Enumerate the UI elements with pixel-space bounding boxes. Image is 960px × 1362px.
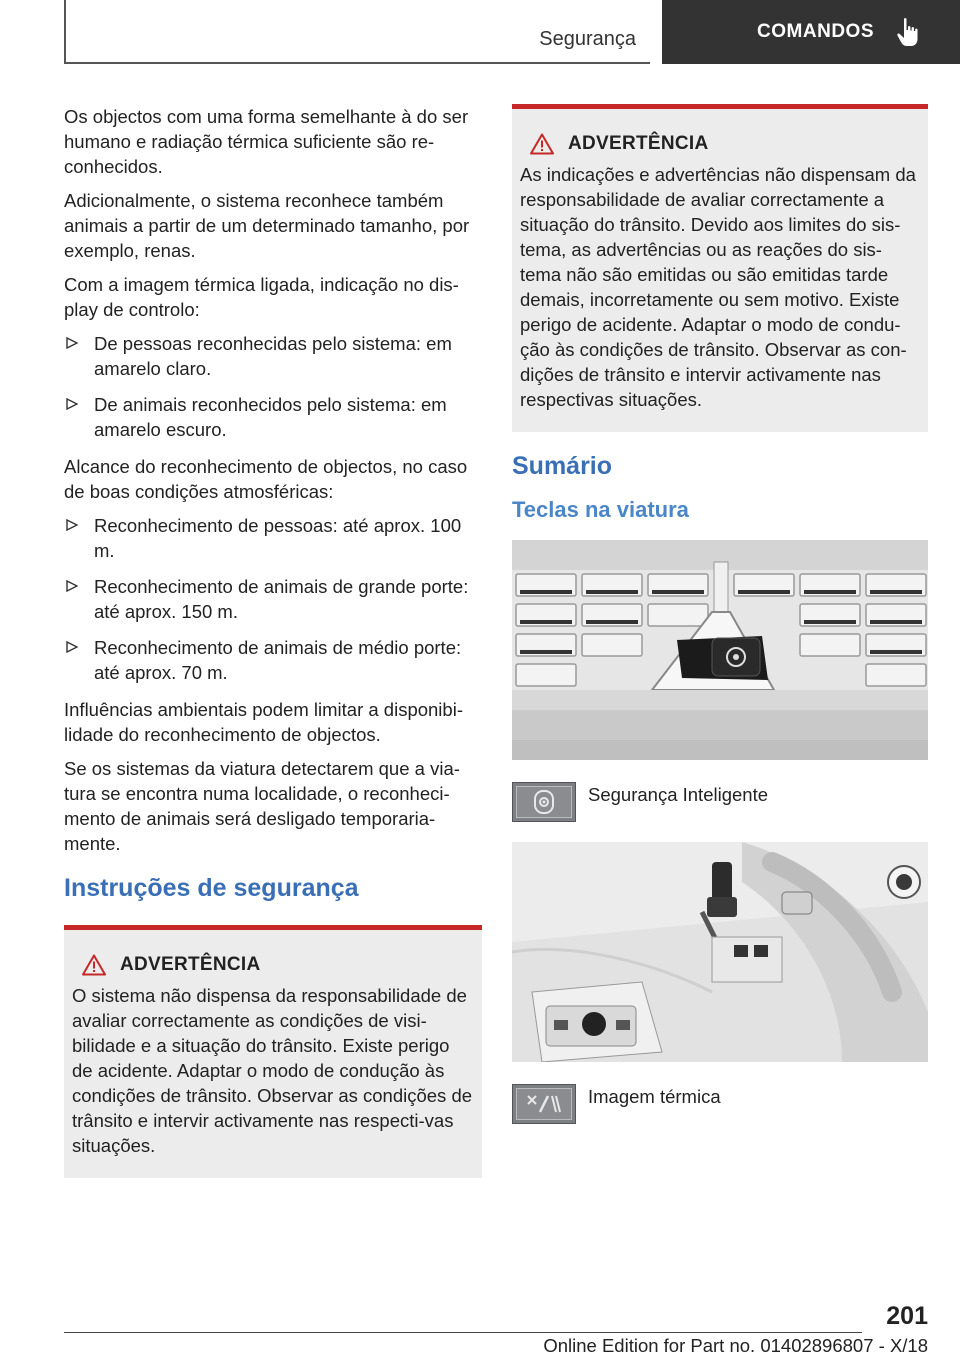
display-color-list	[64, 331, 482, 442]
intelligent-safety-button[interactable]	[512, 782, 576, 822]
list-item: Reconhecimento de pessoas: até aprox. 100 m.	[64, 513, 482, 563]
warning-title: ADVERTÊNCIA	[120, 954, 261, 975]
header-section-title: Segurança	[539, 28, 636, 50]
chapter-tab[interactable]	[662, 0, 960, 64]
section-heading-summary: Sumário	[512, 452, 613, 480]
pointing-hand-icon	[896, 17, 920, 47]
range-list	[64, 513, 482, 685]
warning-header	[530, 131, 920, 156]
button-thermal-image-row	[512, 1084, 928, 1124]
triangle-bullet-icon	[66, 580, 78, 592]
footer-rule	[64, 1332, 862, 1333]
warning-box	[64, 925, 482, 1178]
triangle-bullet-icon	[66, 398, 78, 410]
warning-triangle-icon	[530, 133, 554, 155]
paragraph: Com a imagem térmica ligada, indicação no dis‐play de controlo:	[64, 274, 459, 320]
section-heading-safety: Instruções de segurança	[64, 874, 359, 902]
dashboard-photo	[512, 842, 928, 1062]
footer-edition: Online Edition for Part no. 01402896807 - X/18	[543, 1335, 928, 1356]
header-divider	[64, 0, 66, 64]
button-label: Segurança Inteligente	[588, 784, 768, 805]
list-item: De pessoas reconhecidas pelo sistema: em amarelo claro.	[64, 331, 482, 381]
paragraph: Influências ambientais podem limitar a disponibi‐lidade do reconhecimento de objectos.	[64, 699, 463, 745]
subheading-vehicle-buttons: Teclas na viatura	[512, 497, 689, 522]
list-item: Reconhecimento de animais de grande porte: até aprox. 150 m.	[64, 574, 482, 624]
thermal-image-button[interactable]	[512, 1084, 576, 1124]
warning-text: As indicações e advertências não dispensam da responsabilidade de avaliar correctamente a situação do trânsito. Devido aos limites do sis‐tema, as advertências ou as reações do sis‐tema não são emitidas ou são emitidas tarde demais, incorretamente ou sem motivo. Existe perigo de acidente. Adaptar o modo de condu‐ção às condições de trânsito. Observar as con‐dições de trânsito e intervir activamente nas respectivas situações.	[520, 164, 916, 410]
chapter-tab-label: COMANDOS	[757, 21, 874, 42]
button-label: Imagem térmica	[588, 1086, 721, 1107]
night-vision-icon	[524, 1092, 564, 1116]
list-item: De animais reconhecidos pelo sistema: em amarelo escuro.	[64, 392, 482, 442]
warning-title: ADVERTÊNCIA	[568, 133, 709, 154]
page-number: 201	[886, 1302, 928, 1330]
paragraph: Alcance do reconhecimento de objectos, no caso de boas condições atmosféricas:	[64, 456, 468, 502]
intelligent-safety-icon	[533, 789, 555, 815]
header-rule	[64, 62, 650, 64]
paragraph: Os objectos com uma forma semelhante à do ser humano e radiação térmica suficiente são re‐conhecidos.	[64, 106, 469, 177]
grille-button-photo	[512, 540, 928, 760]
paragraph: Se os sistemas da viatura detectarem que a via‐tura se encontra numa localidade, o reconheci‐mento de animais será desligado temporaria‐mente.	[64, 758, 460, 854]
warning-text: O sistema não dispensa da responsabilidade de avaliar correctamente as condições de visi‐bilidade e a situação do trânsito. Existe perigo de acidente. Adaptar o modo de condução às condições de trânsito. Observar as condições de trânsito e intervir activamente nas respecti‐vas situações.	[72, 985, 473, 1156]
list-item: Reconhecimento de animais de médio porte: até aprox. 70 m.	[64, 635, 482, 685]
triangle-bullet-icon	[66, 641, 78, 653]
right-column	[512, 104, 928, 1144]
warning-header	[82, 952, 474, 977]
button-intelligent-safety-row	[512, 782, 928, 822]
paragraph: Adicionalmente, o sistema reconhece também animais a partir de um determinado tamanho, por exemplo, renas.	[64, 190, 470, 261]
triangle-bullet-icon	[66, 519, 78, 531]
warning-triangle-icon	[82, 954, 106, 976]
left-column	[64, 104, 482, 1178]
triangle-bullet-icon	[66, 337, 78, 349]
warning-box	[512, 104, 928, 432]
